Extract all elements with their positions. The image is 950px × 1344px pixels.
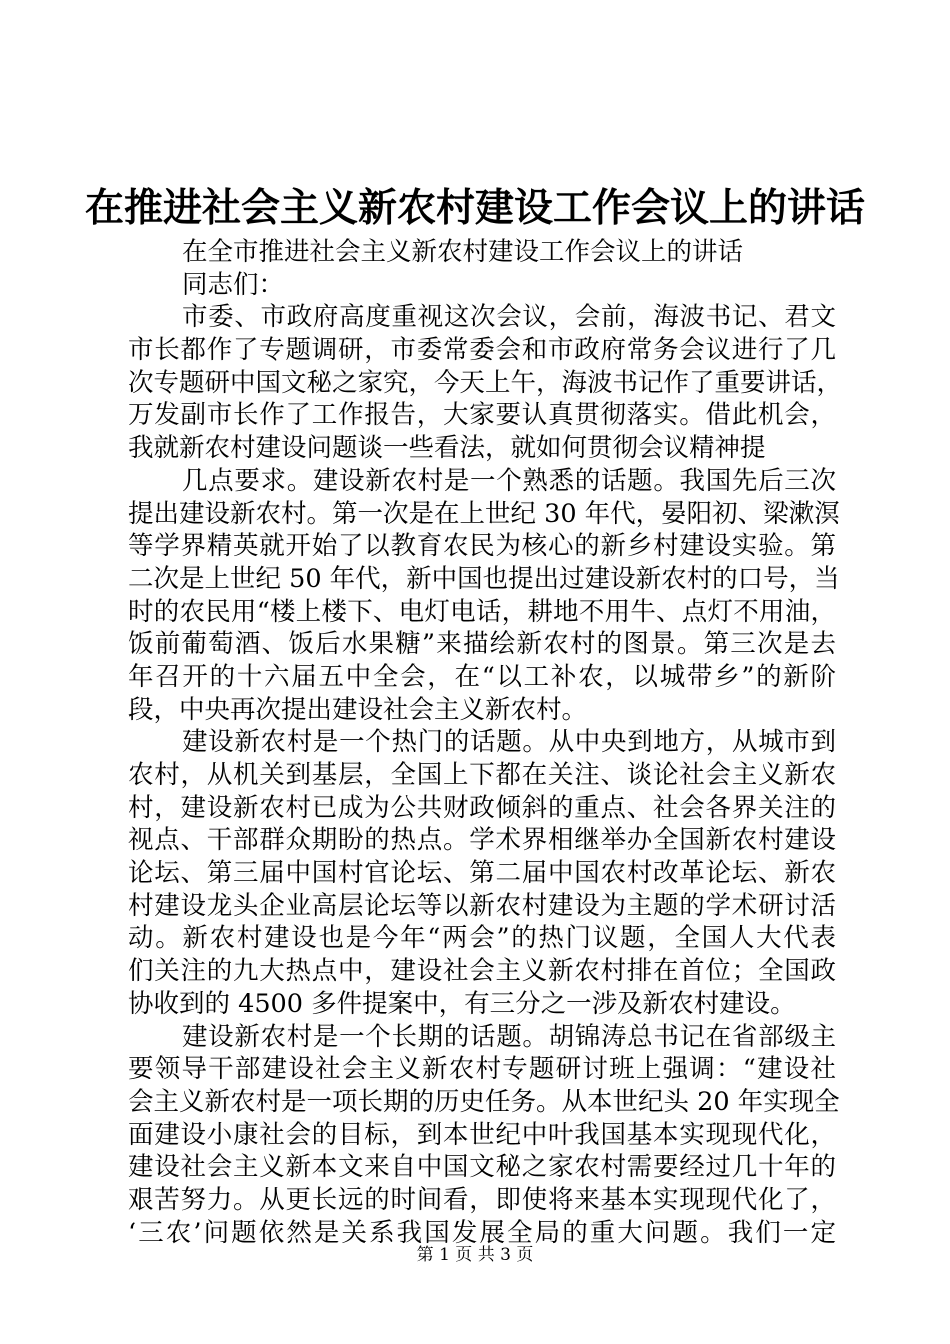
document-body [128, 236, 843, 1249]
body-line: 协收到的 4500 多件提案中，有三分之一涉及新农村建设。 [128, 988, 796, 1019]
body-line: 们关注的九大热点中，建设社会主义新农村排在首位；全国政 [128, 956, 836, 987]
body-line: 建设新农村是一个长期的话题。胡锦涛总书记在省部级主 [182, 1021, 836, 1052]
body-line: 建设社会主义新本文来自中国文秘之家农村需要经过几十年的 [128, 1152, 836, 1183]
body-line: 面建设小康社会的目标，到本世纪中叶我国基本实现现代化， [128, 1119, 836, 1150]
body-line: 会主义新农村是一项长期的历史任务。从本世纪头 20 年实现全 [128, 1086, 840, 1117]
body-line: 年召开的十六届五中全会，在“以工补农，以城带乡”的新阶 [128, 661, 836, 692]
body-line: 市长都作了专题调研，市委常委会和市政府常务会议进行了几 [128, 335, 836, 366]
body-line: 次专题研中国文秘之家究，今天上午，海波书记作了重要讲话， [128, 367, 843, 398]
body-line: 村，建设新农村已成为公共财政倾斜的重点、社会各界关注的 [128, 792, 836, 823]
page-number-footer: 第 1 页 共 3 页 [416, 1245, 534, 1265]
body-line: ‘三农’问题依然是关系我国发展全局的重大问题。我们一定 [128, 1217, 836, 1248]
body-line: 视点、干部群众期盼的热点。学术界相继举办全国新农村建设 [128, 825, 836, 856]
body-line: 市委、市政府高度重视这次会议，会前，海波书记、君文 [182, 302, 836, 333]
body-line: 等学界精英就开始了以教育农民为核心的新乡村建设实验。第 [128, 531, 836, 562]
body-line: 农村，从机关到基层，全国上下都在关注、谈论社会主义新农 [128, 760, 836, 790]
body-line: 时的农民用“楼上楼下、电灯电话，耕地不用牛、点灯不用油， [128, 596, 836, 627]
body-line: 同志们： [182, 269, 285, 300]
body-line: 饭前葡萄酒、饭后水果糖”来描绘新农村的图景。第三次是去 [128, 629, 836, 660]
body-line: 万发副市长作了工作报告，大家要认真贯彻落实。借此机会， [128, 400, 836, 431]
body-line: 段，中央再次提出建设社会主义新农村。 [128, 694, 588, 725]
body-line: 艰苦努力。从更长远的时间看，即使将来基本实现现代化了， [128, 1184, 836, 1215]
body-line: 在全市推进社会主义新农村建设工作会议上的讲话 [182, 237, 744, 267]
body-line: 论坛、第三届中国村官论坛、第二届中国农村改革论坛、新农 [128, 858, 836, 889]
body-line: 提出建设新农村。第一次是在上世纪 30 年代，晏阳初、梁漱溟 [128, 498, 840, 529]
body-line: 村建设龙头企业高层论坛等以新农村建设为主题的学术研讨活 [128, 890, 836, 921]
body-line: 我就新农村建设问题谈一些看法，就如何贯彻会议精神提 [128, 433, 766, 464]
body-line: 要领导干部建设社会主义新农村专题研讨班上强调：“建设社 [128, 1054, 836, 1085]
body-line: 动。新农村建设也是今年“两会”的热门议题，全国人大代表 [128, 923, 836, 954]
document-title: 在推进社会主义新农村建设工作会议上的讲话 [84, 186, 865, 231]
body-line: 二次是上世纪 50 年代，新中国也提出过建设新农村的口号，当 [128, 563, 840, 594]
body-line: 建设新农村是一个热门的话题。从中央到地方，从城市到 [182, 727, 836, 758]
body-line: 几点要求。建设新农村是一个熟悉的话题。我国先后三次 [182, 465, 836, 496]
